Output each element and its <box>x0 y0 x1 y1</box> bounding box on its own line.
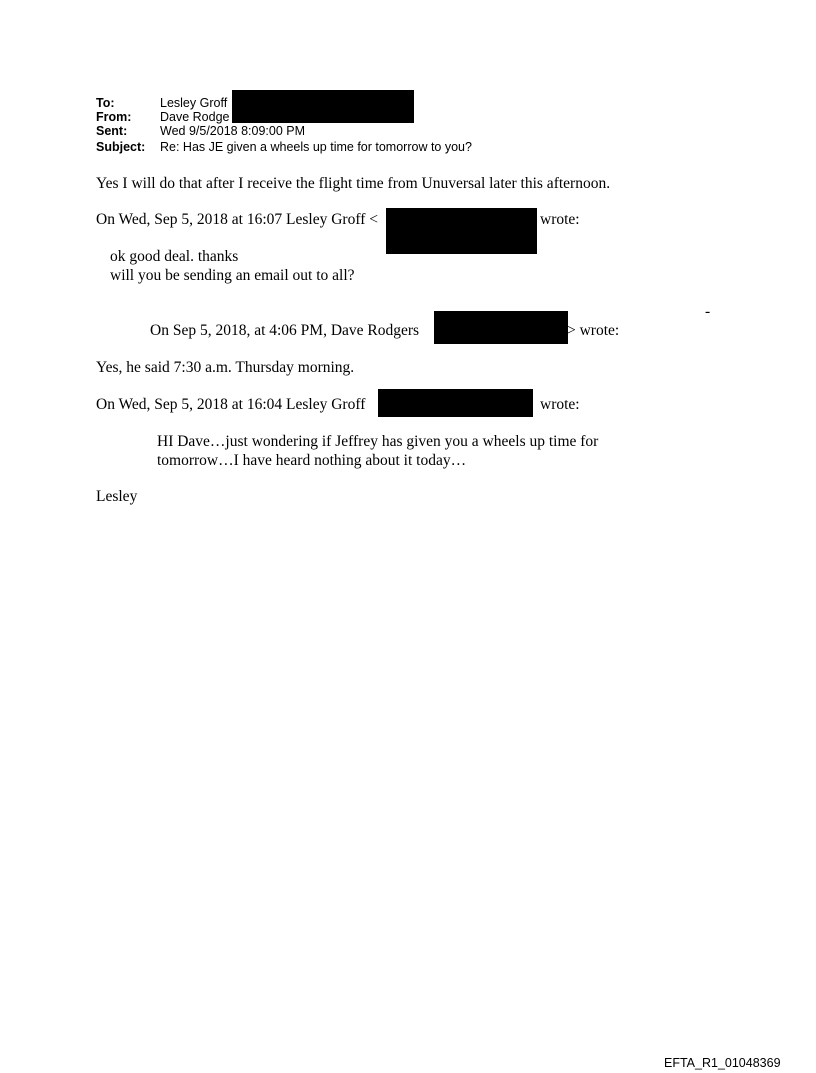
quote1-line2: will you be sending an email out to all? <box>110 267 355 284</box>
signature: Lesley <box>96 488 138 505</box>
quote3-intro: On Wed, Sep 5, 2018 at 16:04 Lesley Groff <box>96 396 366 413</box>
subject-value: Re: Has JE given a wheels up time for tomorrow to you? <box>160 140 472 154</box>
quote2-text: Yes, he said 7:30 a.m. Thursday morning. <box>96 359 355 376</box>
sent-label: Sent: <box>96 124 128 138</box>
quote1-intro: On Wed, Sep 5, 2018 at 16:07 Lesley Groff < <box>96 211 379 228</box>
quote3-wrote: wrote: <box>540 396 580 413</box>
to-label: To: <box>96 96 115 110</box>
sent-value: Wed 9/5/2018 8:09:00 PM <box>160 124 306 138</box>
reply-text: Yes I will do that after I receive the flight time from Unuversal later this afternoon. <box>96 175 611 192</box>
from-value: Dave Rodge <box>160 110 230 124</box>
from-label: From: <box>96 110 132 124</box>
quote1-line1: ok good deal. thanks <box>110 248 239 265</box>
redaction-email-1 <box>386 208 537 254</box>
quote2-intro: On Sep 5, 2018, at 4:06 PM, Dave Rodgers <box>150 322 420 339</box>
quote1-wrote: wrote: <box>540 211 580 228</box>
quote3-line1: HI Dave…just wondering if Jeffrey has given you a wheels up time for <box>157 433 599 450</box>
document-id: EFTA_R1_01048369 <box>664 1056 781 1070</box>
quote2-wrote: > wrote: <box>567 322 620 339</box>
subject-label: Subject: <box>96 140 146 154</box>
quote3-line2: tomorrow…I have heard nothing about it today… <box>157 452 467 469</box>
redaction-header <box>232 90 414 123</box>
to-value: Lesley Groff <box>160 96 228 110</box>
stray-dash: - <box>705 303 711 320</box>
redaction-email-3 <box>378 389 533 417</box>
redaction-email-2 <box>434 311 568 344</box>
